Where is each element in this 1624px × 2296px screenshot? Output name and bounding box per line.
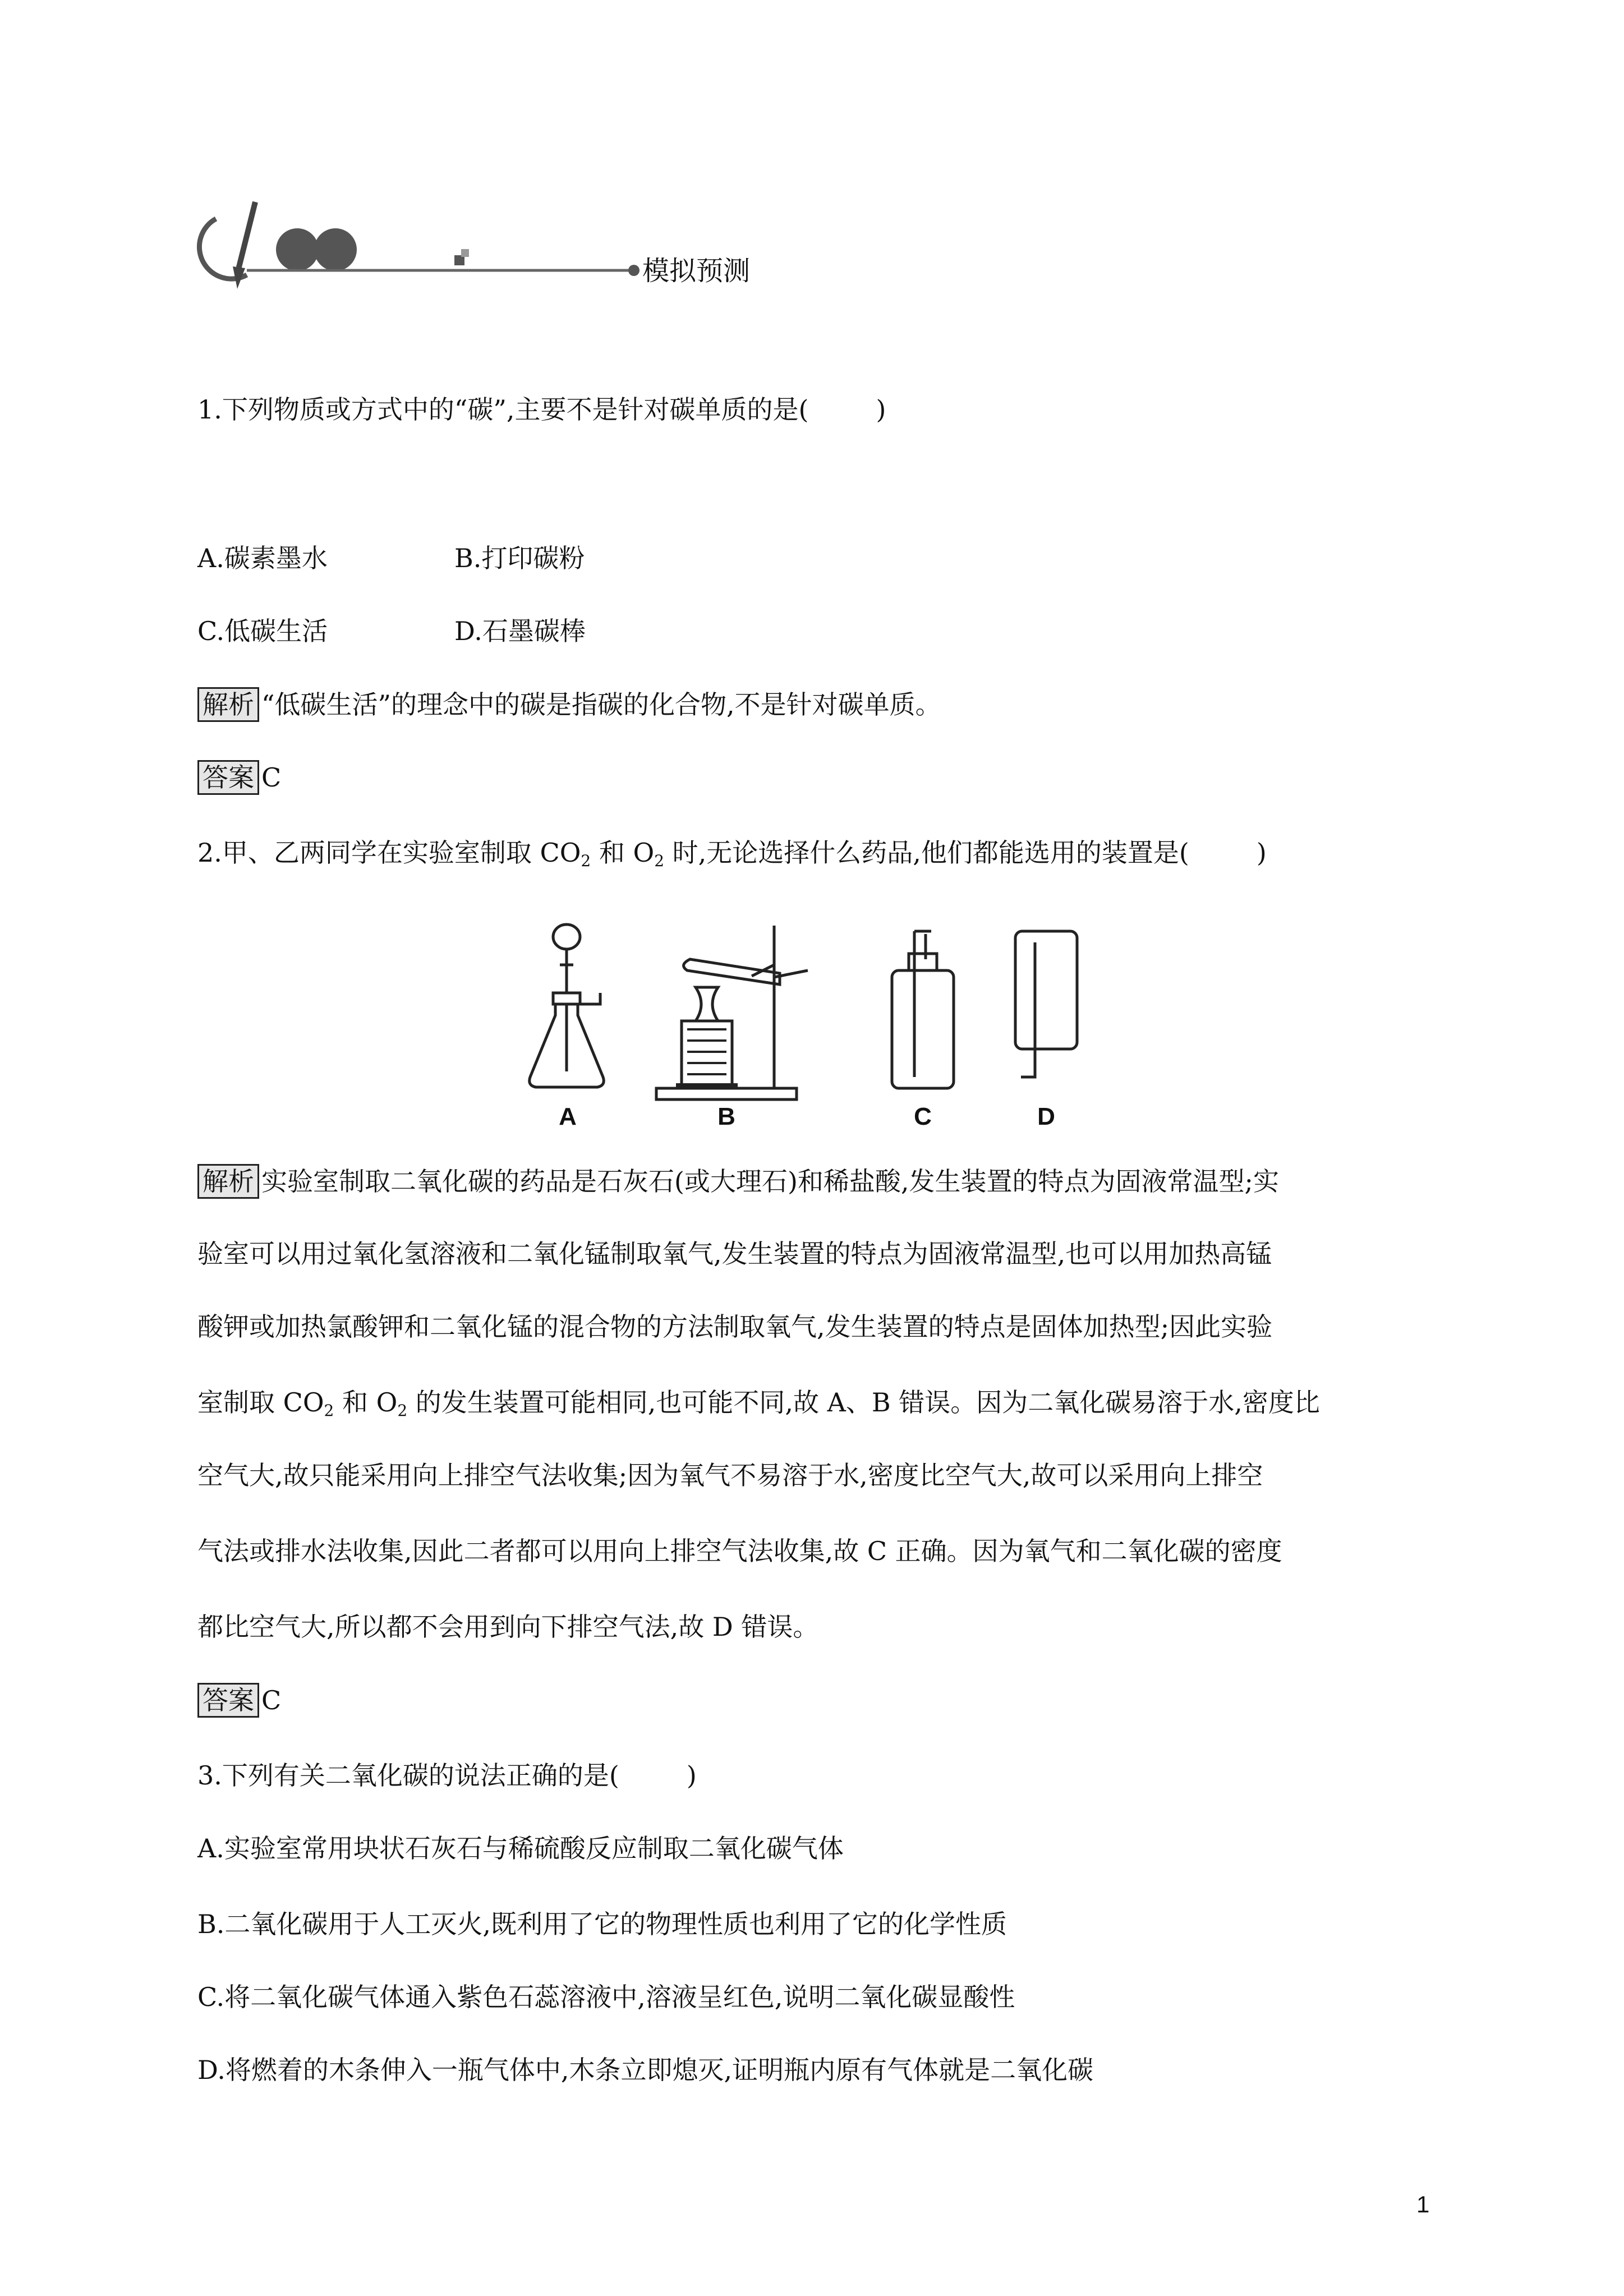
q2-analysis-line-2: 验室可以用过氧化氢溶液和二氧化锰制取氧气,发生装置的特点为固液常温型,也可以用加热高锰 bbox=[197, 1239, 1272, 1269]
analysis-tag: 解析 bbox=[197, 687, 259, 722]
apparatus-b-base bbox=[656, 1088, 797, 1099]
q2-stem-part-a: 2.甲、乙两同学在实验室制取 CO bbox=[197, 838, 581, 868]
q3-stem-text: 3.下列有关二氧化碳的说法正确的是( bbox=[197, 1760, 619, 1791]
q2-answer bbox=[197, 1683, 281, 1718]
apparatus-drawing bbox=[527, 909, 1099, 1128]
section-title: 模拟预测 bbox=[642, 255, 751, 287]
q2-analysis-text-4b: 和 O bbox=[342, 1387, 398, 1418]
q2-answer-value: C bbox=[261, 1685, 282, 1715]
q1-answer bbox=[197, 760, 281, 795]
q2-stem-part-c: 时,无论选择什么药品,他们都能选用的装置是( bbox=[664, 838, 1189, 868]
page-number: 1 bbox=[1416, 2191, 1430, 2217]
q1-close-paren: ) bbox=[876, 394, 886, 425]
q1-option-b: B.打印碳粉 bbox=[454, 543, 585, 573]
section-header bbox=[194, 196, 811, 292]
apparatus-b-tube bbox=[684, 959, 780, 984]
q2-stem-sub-1: 2 bbox=[581, 852, 591, 870]
figure-label-a: A bbox=[559, 1103, 577, 1128]
q3-option-b: B.二氧化碳用于人工灭火,既利用了它的物理性质也利用了它的化学性质 bbox=[197, 1909, 1007, 1939]
answer-tag: 答案 bbox=[197, 760, 259, 795]
q3-option-c: C.将二氧化碳气体通入紫色石蕊溶液中,溶液呈红色,说明二氧化碳显酸性 bbox=[197, 1982, 1015, 2012]
question-3-stem bbox=[197, 1759, 697, 1792]
q1-answer-value: C bbox=[261, 762, 282, 793]
apparatus-a-funnel bbox=[553, 924, 580, 949]
question-1-stem bbox=[197, 393, 886, 426]
q2-analysis-line-6: 气法或排水法收集,因此二者都可以用向上排空气法收集,故 C 正确。因为氧气和二氧化碳的密度 bbox=[197, 1536, 1282, 1566]
q2-analysis-text-4a: 室制取 CO bbox=[197, 1387, 324, 1418]
q1-option-d: D.石墨碳棒 bbox=[454, 616, 586, 646]
q1-option-c: C.低碳生活 bbox=[197, 616, 328, 646]
figure-label-c: C bbox=[914, 1103, 932, 1128]
figure-label-d: D bbox=[1037, 1103, 1055, 1128]
q2-analysis-text-1: 实验室制取二氧化碳的药品是石灰石(或大理石)和稀盐酸,发生装置的特点为固液常温型;实 bbox=[261, 1166, 1280, 1197]
apparatus-d-bottle bbox=[1015, 931, 1077, 1049]
apparatus-figure bbox=[527, 909, 1099, 1128]
apparatus-c-bottle bbox=[892, 970, 954, 1088]
q1-analysis-text: “低碳生活”的理念中的碳是指碳的化合物,不是针对碳单质。 bbox=[261, 689, 941, 720]
figure-label-b: B bbox=[717, 1103, 735, 1128]
q1-option-a: A.碳素墨水 bbox=[197, 543, 328, 573]
analysis-tag: 解析 bbox=[197, 1164, 259, 1199]
q2-stem-sub-2: 2 bbox=[654, 852, 665, 870]
q2-analysis-sub-b: 2 bbox=[397, 1401, 408, 1420]
q2-analysis-line-1 bbox=[197, 1164, 1279, 1199]
q2-analysis-line-4 bbox=[197, 1386, 1320, 1428]
q2-analysis-text-4c: 的发生装置可能相同,也可能不同,故 A、B 错误。因为二氧化碳易溶于水,密度比 bbox=[415, 1387, 1320, 1418]
q3-option-a: A.实验室常用块状石灰石与稀硫酸反应制取二氧化碳气体 bbox=[197, 1833, 844, 1864]
apparatus-b-burner bbox=[696, 987, 718, 1021]
q3-close-paren: ) bbox=[686, 1760, 697, 1791]
q2-analysis-line-3: 酸钾或加热氯酸钾和二氧化锰的混合物的方法制取氧气,发生装置的特点是固体加热型;因此实验 bbox=[197, 1312, 1273, 1342]
q2-analysis-sub-a: 2 bbox=[324, 1401, 334, 1420]
q2-analysis-line-7: 都比空气大,所以都不会用到向下排空气法,故 D 错误。 bbox=[197, 1612, 819, 1642]
q1-stem-text: 1.下列物质或方式中的“碳”,主要不是针对碳单质的是( bbox=[197, 394, 809, 425]
question-2-stem bbox=[197, 836, 1267, 878]
q2-analysis-line-5: 空气大,故只能采用向上排空气法收集;因为氧气不易溶于水,密度比空气大,故可以采用向上排空 bbox=[197, 1460, 1263, 1490]
q2-stem-part-b: 和 O bbox=[591, 838, 655, 868]
answer-tag: 答案 bbox=[197, 1683, 259, 1718]
q2-close-paren: ) bbox=[1256, 838, 1267, 868]
q1-analysis bbox=[197, 687, 941, 722]
q3-option-d: D.将燃着的木条伸入一瓶气体中,木条立即熄灭,证明瓶内原有气体就是二氧化碳 bbox=[197, 2055, 1094, 2085]
